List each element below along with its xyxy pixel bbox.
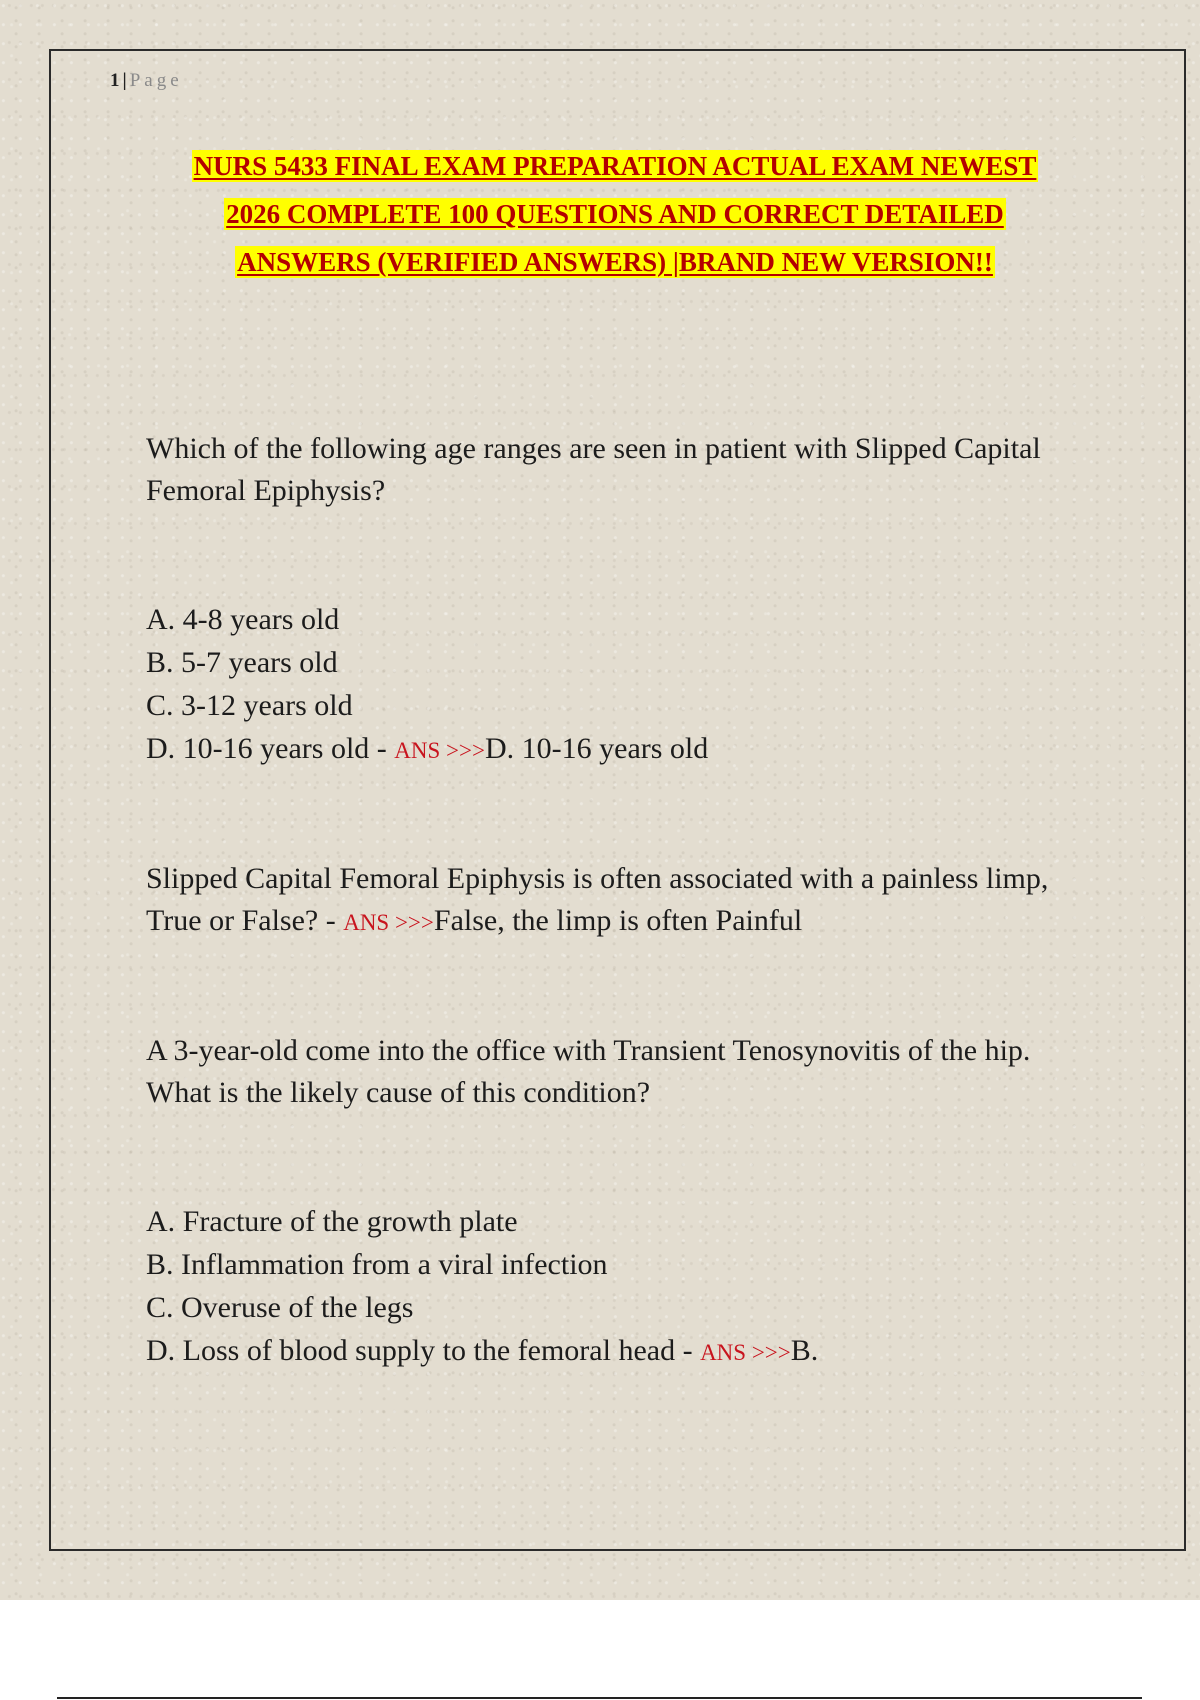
page-number-label: Page [129,70,183,91]
question-3-options [146,1200,1066,1374]
answer-marker: ANS >>> [700,1340,791,1365]
question-1-option-d-text: D. 10-16 years old - [146,732,395,765]
page-number-value: 1 [110,70,122,91]
question-1-options [146,598,1066,772]
question-1-option-a: A. 4-8 years old [146,603,340,636]
question-1-answer: D. 10-16 years old [484,732,709,765]
question-2-prompt: Slipped Capital Femoral Epiphysis is often associated with a painless limp, True or False? - [146,862,1049,937]
page-number [110,70,183,92]
question-1-option-c: C. 3-12 years old [146,689,353,722]
question-3-answer: B. [790,1334,819,1367]
title-line-2: 2026 COMPLETE 100 QUESTIONS AND CORRECT DETAILED [226,199,1004,229]
question-1-prompt: Which of the following age ranges are seen in patient with Slipped Capital Femoral Epiphysis? [146,432,1041,507]
question-3-option-d-text: D. Loss of blood supply to the femoral head - [146,1334,701,1367]
question-1-option-d [146,727,1066,772]
question-3-option-b: B. Inflammation from a viral infection [146,1248,608,1281]
question-3-prompt: A 3-year-old come into the office with Transient Tenosynovitis of the hip. What is the likely cause of this condition? [146,1034,1031,1109]
title-line-3: ANSWERS (VERIFIED ANSWERS) |BRAND NEW VERSION!! [237,247,993,277]
question-3-option-d [146,1329,1066,1374]
title-line-1: NURS 5433 FINAL EXAM PREPARATION ACTUAL EXAM NEWEST [193,151,1037,181]
document-title [100,142,1130,286]
question-3-option-a: A. Fracture of the growth plate [146,1205,518,1238]
question-1-option-b: B. 5-7 years old [146,646,338,679]
page-number-separator: | [122,70,129,91]
question-3-option-c: C. Overuse of the legs [146,1291,414,1324]
question-2-answer: False, the limp is often Painful [433,904,803,937]
footer-divider [57,1697,1142,1699]
answer-marker: ANS >>> [343,910,434,935]
answer-marker: ANS >>> [394,738,485,763]
question-2 [146,858,1066,944]
